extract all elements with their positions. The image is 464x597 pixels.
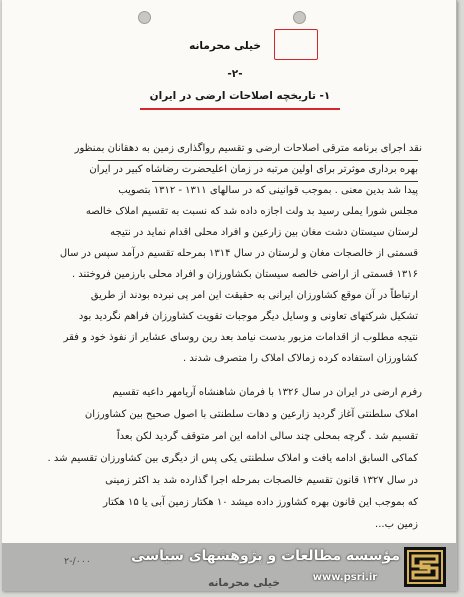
- text-line: کماکی السابق ادامه یافت و املاک سلطنتی یکی پس از دیگری بین کشاورزان تقسیم شد .: [47, 453, 418, 464]
- section-number: -۲-: [227, 68, 243, 80]
- text-line: قسمتی از خالصجات مغان و لرستان در سال ۱۳۱۴ بمرحله تقسیم درآمد سپس در سال: [59, 248, 418, 259]
- red-stamp-frame: [274, 29, 318, 60]
- text-line: ۱۳۱۶ قسمتی از اراضی خالصه سیستان بکشاورزان و افراد محلی بارزمین فروختند .: [71, 269, 418, 280]
- text-line: پیدا شد بدین معنی . بموجب قوانینی که در سالهای ۱۳۱۱ - ۱۳۱۲ بتصویب: [118, 185, 418, 196]
- text-line: املاک سلطنتی آغاز گردید زارعین و دهات سلطنتی با اصول صحیح بین کشاورزان: [84, 409, 418, 420]
- text-line: مجلس شورا یملی رسید بد ولت اجازه داده شد که نسبت به تقسیم املاک خالصه: [85, 206, 418, 217]
- text-line: بهره برداری موثرتر برای اولین مرتبه در زمان اعلیحضرت رضاشاه کبیر در ایران: [89, 164, 418, 175]
- pencil-underline: [152, 181, 418, 182]
- text-line: لرستان سیستان دشت مغان بین زارعین و افراد محلی اقدام نماید در نتیجه: [110, 227, 418, 238]
- institute-url: www.psri.ir: [312, 572, 378, 583]
- text-line: که بموجب این قانون بهره کشاورز داده میشد ۱۰ هکتار زمین آبی یا ۱۵ هکتار: [103, 497, 418, 508]
- text-line: تقسیم شد . گرچه بمحلی چند سالی ادامه این امر متوقف گردید لکن بعداً: [116, 431, 418, 442]
- punch-hole-left: [138, 11, 151, 24]
- text-line: در سال ۱۳۲۷ قانون تقسیم خالصجات بمرحله اجرا گذارده شد بد اکثر زمینی: [105, 475, 418, 486]
- title-red-underline: [140, 108, 340, 110]
- punch-hole-right: [293, 11, 306, 24]
- institute-name: مؤسسه مطالعات و پژوهشهای سیاسی: [131, 548, 400, 564]
- text-line: نقد اجرای برنامه مترقی اصلاحات ارضی و تقسیم رواگذاری زمین به دهقانان بمنظور: [74, 143, 422, 154]
- text-line: تشکیل شرکتهای تعاونی و وسایل دیگر موجبات تقویت کشاورزان فراهم نگردید بود: [78, 311, 418, 322]
- pencil-underline: [98, 160, 418, 161]
- text-line: کشاورزان استفاده کرده زمالاک املاک را متصرف شدند .: [182, 353, 418, 364]
- psri-logo-graphic: [407, 550, 443, 584]
- text-line: رفرم ارضی در ایران در سال ۱۳۲۶ با فرمان شاهنشاه آریامهر داعیه تقسیم: [112, 387, 422, 398]
- text-line: ارتباطاً در آن موقع کشاورزان ایرانی به حقیقت این امر پی نبرده بودند از طریق: [90, 290, 418, 301]
- document-page: [2, 0, 457, 591]
- text-line: نتیجه مطلوب از اقدامات مزبور بدست نیامد بعد رین روسای عشایر از نفوذ خود و فقر: [63, 332, 418, 343]
- classification-stamp-top: خیلی محرمانه: [189, 40, 261, 52]
- document-title: ۱- تاریخچه اصلاحات ارضی در ایران: [149, 90, 331, 102]
- psri-logo-icon: [404, 547, 446, 587]
- continuation-fragment: زمین ب...: [375, 519, 418, 530]
